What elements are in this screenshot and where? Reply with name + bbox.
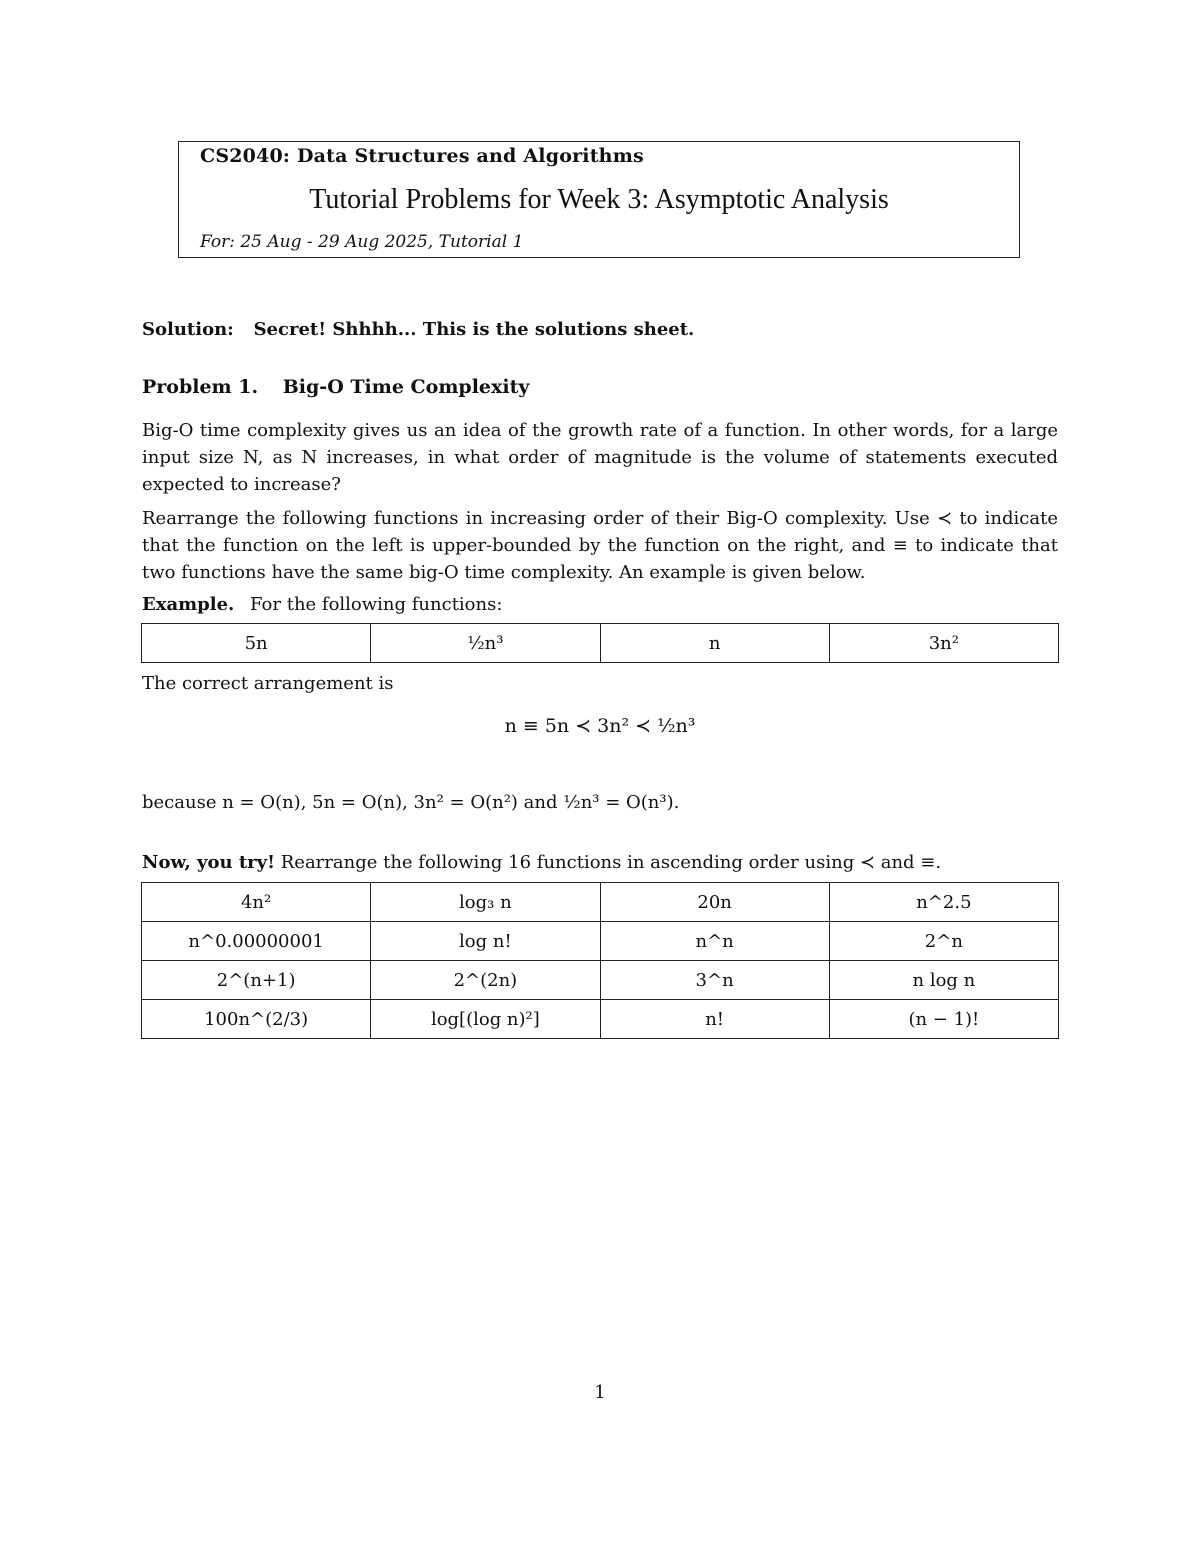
table-row <box>142 922 1059 961</box>
solution-text: Secret! Shhhh... This is the solutions sheet. <box>253 319 695 340</box>
table-cell: log n! <box>371 922 600 961</box>
try-text: Rearrange the following 16 functions in ascending order using ≺ and ≡. <box>280 852 942 873</box>
table-cell: 20n <box>600 883 829 922</box>
solution-label: Solution: <box>142 319 234 340</box>
because-line: because n = O(n), 5n = O(n), 3n² = O(n²) and ½n³ = O(n³). <box>142 792 680 813</box>
example-table <box>141 623 1059 663</box>
table-cell: 100n^(2/3) <box>142 1000 371 1039</box>
tutorial-dates: For: 25 Aug - 29 Aug 2025, Tutorial 1 <box>200 232 524 252</box>
problem-paragraph-1: Big-O time complexity gives us an idea of the growth rate of a function. In other words, for a large input size N, as N increases, in what order of magnitude is the volume of statements executed expected to increase? <box>142 420 1058 495</box>
table-cell: 2^n <box>829 922 1058 961</box>
example-intro: For the following functions: <box>250 594 503 615</box>
table-cell: n^0.00000001 <box>142 922 371 961</box>
table-cell: 5n <box>142 624 371 663</box>
table-cell: n log n <box>829 961 1058 1000</box>
table-row <box>142 624 1059 663</box>
functions-table <box>141 882 1059 1039</box>
table-row <box>142 883 1059 922</box>
example-line <box>142 591 1058 618</box>
table-cell: 3^n <box>600 961 829 1000</box>
table-cell: n^n <box>600 922 829 961</box>
table-cell: 2^(n+1) <box>142 961 371 1000</box>
problem-paragraph-2: Rearrange the following functions in increasing order of their Big-O complexity. Use ≺ to indicate that the function on the left is upper-bounded by the function on the right, and ≡ to indicate that two functions have the same big-O time complexity. An example is given below. <box>142 508 1058 583</box>
try-line <box>142 849 1058 876</box>
table-cell: ½n³ <box>371 624 600 663</box>
table-cell: log[(log n)²] <box>371 1000 600 1039</box>
tutorial-title: Tutorial Problems for Week 3: Asymptotic Analysis <box>309 184 889 215</box>
header-box <box>178 141 1020 258</box>
table-row <box>142 961 1059 1000</box>
course-title: CS2040: Data Structures and Algorithms <box>200 145 644 167</box>
solution-line <box>142 316 1058 343</box>
arrangement-intro: The correct arrangement is <box>142 673 394 694</box>
arrangement-display: n ≡ 5n ≺ 3n² ≺ ½n³ <box>504 715 696 737</box>
try-label: Now, you try! <box>142 852 275 873</box>
table-cell: n^2.5 <box>829 883 1058 922</box>
table-row <box>142 1000 1059 1039</box>
page-number: 1 <box>594 1382 606 1403</box>
table-cell: log₃ n <box>371 883 600 922</box>
table-cell: n <box>600 624 829 663</box>
problem-heading <box>142 374 1058 401</box>
table-cell: 2^(2n) <box>371 961 600 1000</box>
problem-number: Problem 1. <box>142 376 259 398</box>
table-cell: 4n² <box>142 883 371 922</box>
example-label: Example. <box>142 594 235 615</box>
problem-title: Big-O Time Complexity <box>282 376 530 398</box>
table-cell: 3n² <box>829 624 1058 663</box>
table-cell: n! <box>600 1000 829 1039</box>
table-cell: (n − 1)! <box>829 1000 1058 1039</box>
